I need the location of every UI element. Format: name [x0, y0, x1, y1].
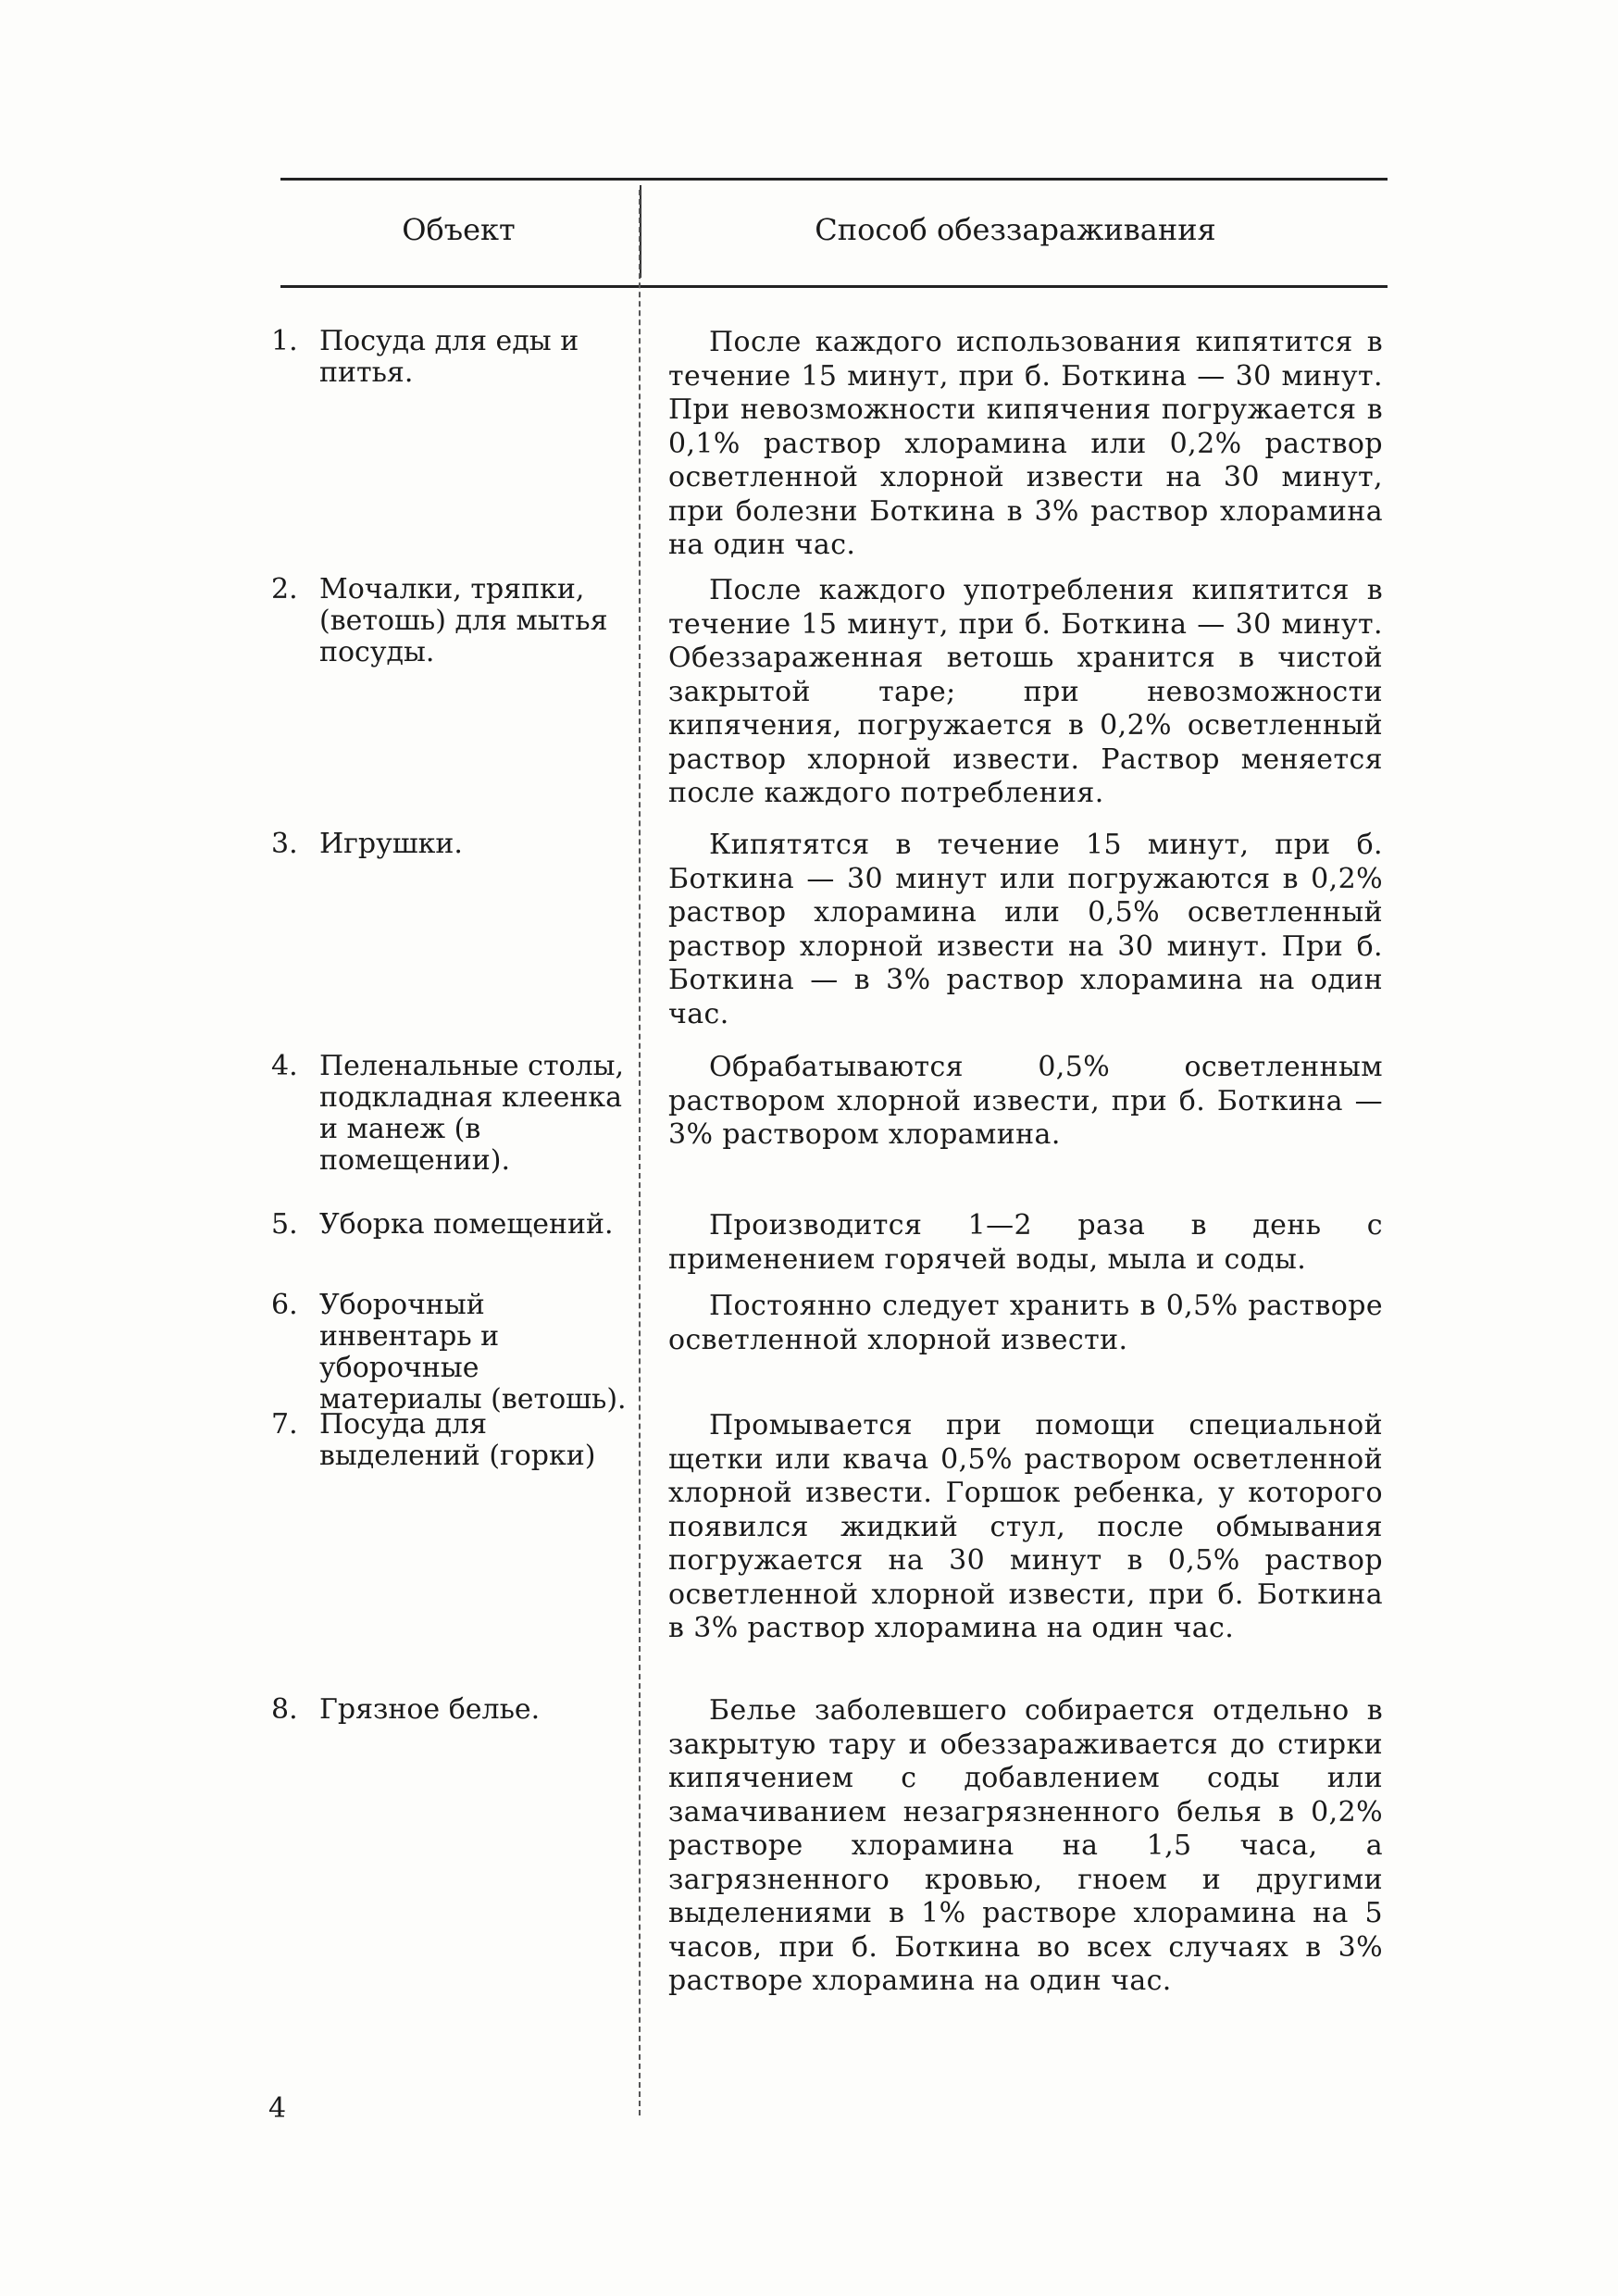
row-number: 5.	[271, 1208, 298, 1241]
object-cell	[271, 1290, 628, 1416]
object-cell	[271, 1694, 628, 1726]
row-number: 3.	[271, 828, 298, 860]
row-number: 4.	[271, 1050, 298, 1082]
object-cell	[271, 1409, 628, 1472]
object-cell	[271, 1051, 628, 1177]
object-text: Посуда для выделений (горки)	[319, 1408, 596, 1472]
object-cell	[271, 326, 628, 389]
method-cell: Производится 1—2 раза в день с применением горячей воды, мыла и соды.	[668, 1209, 1383, 1276]
method-cell: Обрабатываются 0,5% осветленным раствором хлорной извести, при б. Боткина — 3% раствором хлорамина.	[668, 1051, 1383, 1151]
object-cell	[271, 829, 628, 860]
row-number: 2.	[271, 573, 298, 605]
column-header-object: Объект	[402, 212, 516, 247]
table-top-rule	[280, 178, 1388, 181]
object-text: Грязное белье.	[319, 1693, 541, 1726]
method-cell: После каждого употребления кипятится в течение 15 минут, при б. Боткина — 30 минут. Обеззараженная ветошь хранится в чистой закрытой таре; при невозможности кипячения, погружается в 0,2% осветленный раствор хлорной извести. Раствор меняется после каждого потребления.	[668, 574, 1383, 809]
row-number: 8.	[271, 1693, 298, 1726]
method-cell: Промывается при помощи специальной щетки или квача 0,5% раствором осветленной хлорной извести. Горшок ребенка, у которого появился жидкий стул, после обмывания погружается на 30 минут в 0,5% раствор осветленной хлорной извести, при б. Боткина в 3% раствор хлорамина на один час.	[668, 1409, 1383, 1644]
object-cell	[271, 1209, 628, 1241]
object-text: Посуда для еды и питья.	[319, 325, 579, 389]
method-cell: После каждого использования кипятится в течение 15 минут, при б. Боткина — 30 минут. При невозможности кипячения погружается в 0,1% раствор хлорамина или 0,2% раствор осветленной хлорной извести на 30 минут, при болезни Боткина в 3% раствор хлорамина на один час.	[668, 326, 1383, 561]
object-text: Игрушки.	[319, 828, 463, 860]
page-number: 4	[268, 2092, 287, 2125]
column-header-method: Способ обеззараживания	[815, 212, 1216, 247]
object-cell	[271, 574, 628, 668]
object-text: Мочалки, тряпки, (ветошь) для мытья посуды.	[319, 573, 608, 668]
row-number: 6.	[271, 1289, 298, 1321]
row-number: 1.	[271, 325, 298, 357]
object-text: Уборка помещений.	[319, 1208, 614, 1241]
column-divider	[639, 190, 641, 2115]
row-number: 7.	[271, 1408, 298, 1441]
object-text: Пеленальные столы, подкладная клеенка и манеж (в помещении).	[319, 1050, 625, 1177]
method-cell: Белье заболевшего собирается отдельно в закрытую тару и обеззараживается до стирки кипячением с добавлением соды или замачиванием незагрязненного белья в 0,2% растворе хлорамина на 1,5 часа, а загрязненного кровью, гноем и другими выделениями в 1% растворе хлорамина на 5 часов, при б. Боткина во всех случаях в 3% растворе хлорамина на один час.	[668, 1694, 1383, 1997]
table-header-rule	[280, 285, 1388, 288]
object-text: Уборочный инвентарь и уборочные материалы (ветошь).	[319, 1289, 627, 1416]
method-cell: Кипятятся в течение 15 минут, при б. Боткина — 30 минут или погружаются в 0,2% раствор хлорамина или 0,5% осветленный раствор хлорной извести на 30 минут. При б. Боткина — в 3% раствор хлорамина на один час.	[668, 829, 1383, 1030]
method-cell: Постоянно следует хранить в 0,5% растворе осветленной хлорной извести.	[668, 1290, 1383, 1356]
